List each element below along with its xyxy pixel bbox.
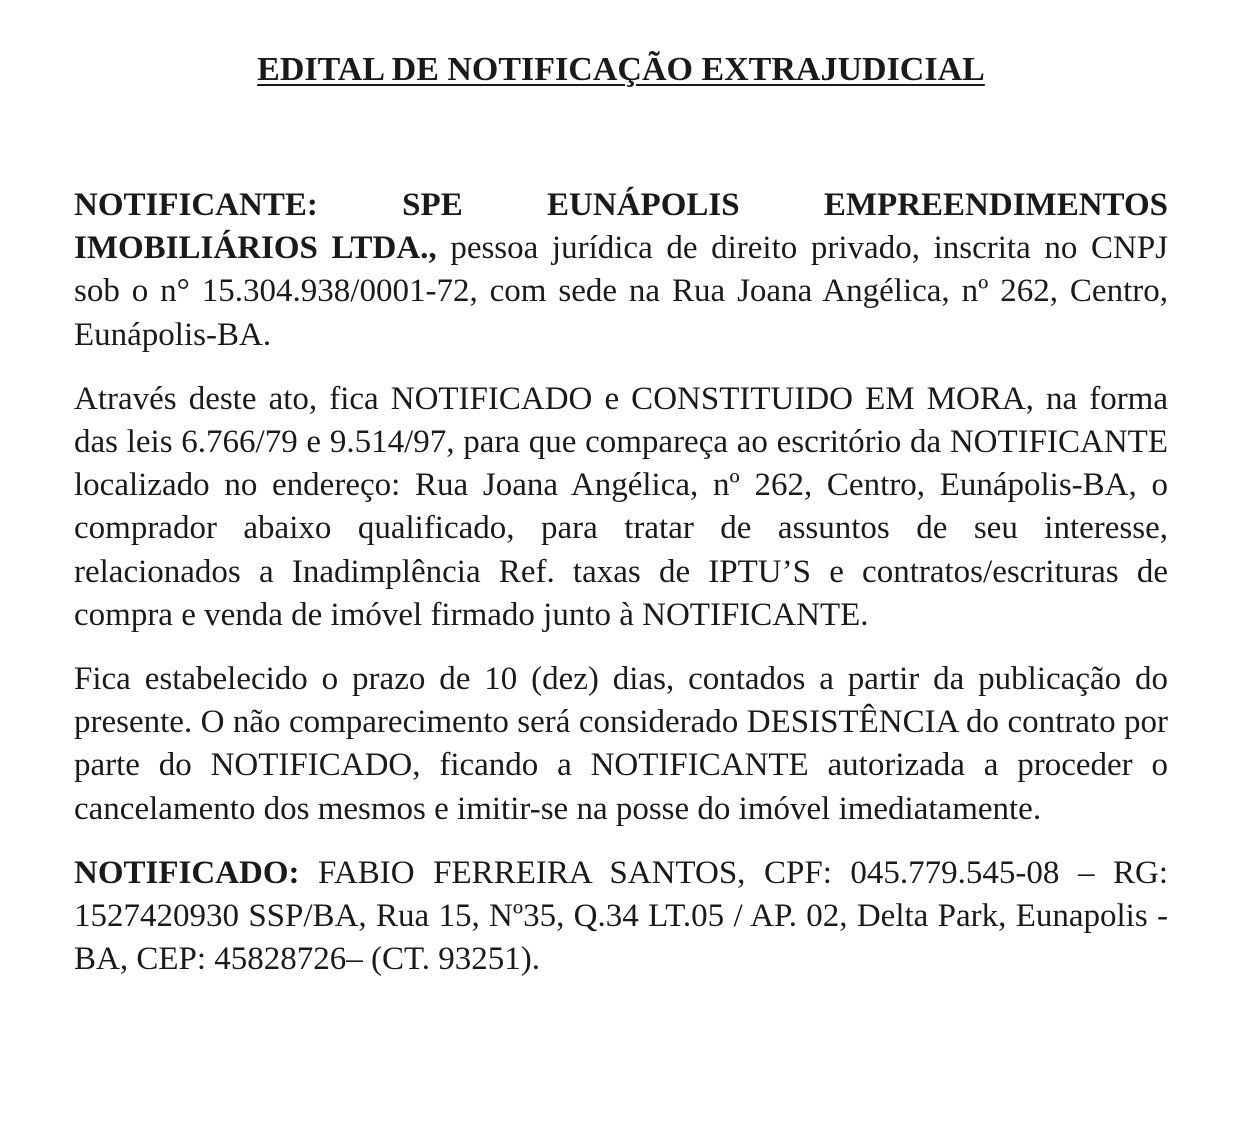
deadline-paragraph: Fica estabelecido o prazo de 10 (dez) dias, contados a partir da publicação do presente. O não comparecimento será considerado DESISTÊNCIA do contrato por parte do NOTIFICADO, ficando a NOTIFICANTE autorizada a proceder o cancelamento dos mesmos e imitir-se na posse do imóvel imediatamente. bbox=[74, 661, 1168, 827]
notificado-paragraph bbox=[74, 852, 1168, 982]
notificante-paragraph bbox=[74, 184, 1168, 357]
notificado-text: FABIO FERREIRA SANTOS, CPF: 045.779.545-08 – RG: 1527420930 SSP/BA, Rua 15, Nº35, Q.34 LT.05 / AP. 02, Delta Park, Eunapolis - BA, CEP: 45828726– (CT. 93251). bbox=[74, 854, 1168, 978]
notificado-label: NOTIFICADO: bbox=[74, 854, 300, 891]
notification-paragraph: Através deste ato, fica NOTIFICADO e CONSTITUIDO EM MORA, na forma das leis 6.766/79 e 9.514/97, para que compareça ao escritório da NOTIFICANTE localizado no endereço: Rua Joana Angélica, nº 262, Centro, Eunápolis-BA, o comprador abaixo qualificado, para tratar de assuntos de seu interesse, relacionados a Inadimplência Ref. taxas de IPTU’S e contratos/escrituras de compra e venda de imóvel firmado junto à NOTIFICANTE. bbox=[74, 380, 1168, 633]
notificante-text: pessoa jurídica de direito privado, inscrita no CNPJ sob o n° 15.304.938/0001-72, com sede na Rua Joana Angélica, nº 262, Centro, Eunápolis-BA. bbox=[74, 230, 1169, 353]
document-title: EDITAL DE NOTIFICAÇÃO EXTRAJUDICIAL bbox=[257, 51, 985, 88]
notificante-label: NOTIFICANTE: SPE EUNÁPOLIS EMPREENDIMENTOS IMOBILIÁRIOS LTDA., bbox=[74, 187, 1168, 267]
document-body bbox=[74, 184, 1168, 1002]
